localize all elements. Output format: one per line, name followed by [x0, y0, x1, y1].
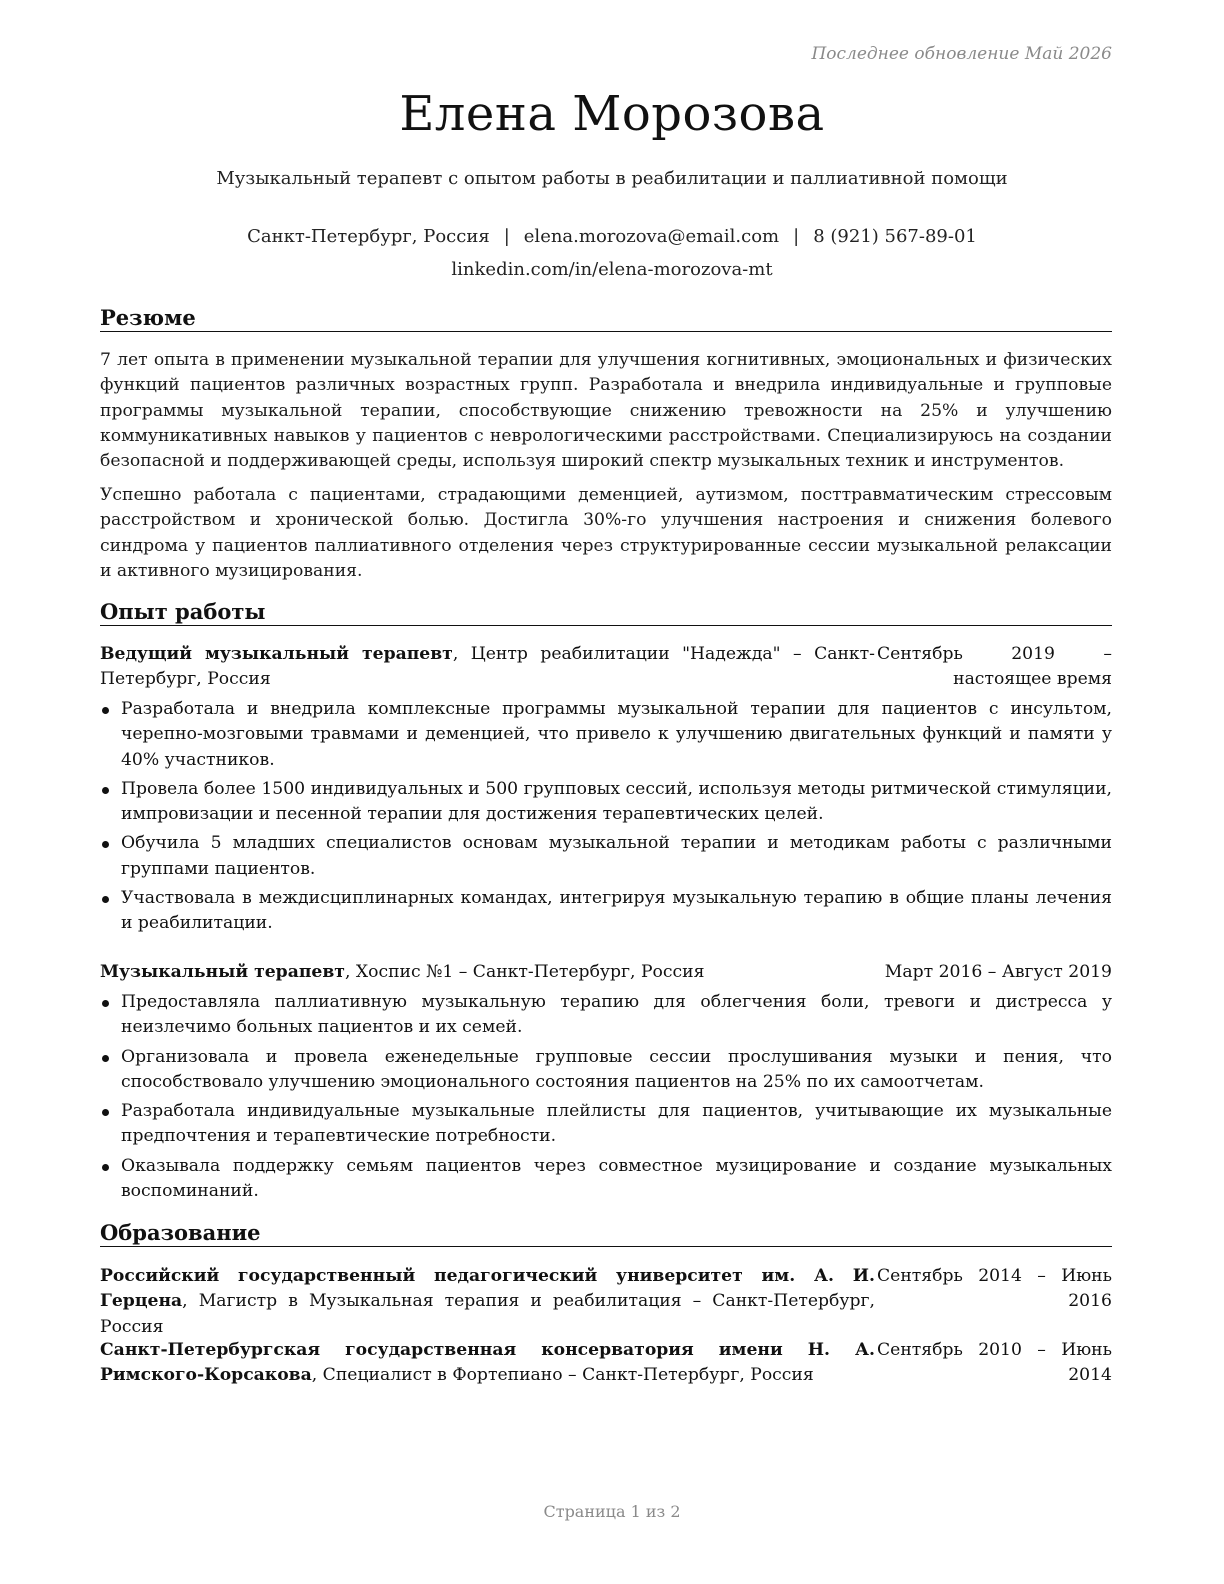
- job-org: , Центр реабилитации "Надежда" – Санкт-Петербург, Россия: [100, 644, 875, 690]
- separator: |: [503, 226, 510, 247]
- degree: , Специалист в Фортепиано – Санкт-Петербург, Россия: [311, 1365, 814, 1386]
- list-item: Обучила 5 младших специалистов основам музыкальной терапии и методикам работы с различными группами пациентов.: [100, 831, 1112, 882]
- separator: |: [793, 226, 800, 247]
- candidate-name: Елена Морозова: [399, 86, 825, 142]
- job-role: Ведущий музыкальный терапевт: [100, 644, 453, 664]
- last-updated: Последнее обновление Май 2026: [811, 44, 1112, 64]
- education-dates: Сентябрь 2010 – Июнь 2014: [877, 1340, 1112, 1386]
- list-item: Разработала индивидуальные музыкальные плейлисты для пациентов, учитывающие их музыкальные предпочтения и терапевтические потребности.: [100, 1099, 1112, 1150]
- job-header-2: [100, 960, 1112, 985]
- job-dates: Март 2016 – Август 2019: [884, 962, 1112, 982]
- list-item: Провела более 1500 индивидуальных и 500 групповых сессий, используя методы ритмической стимуляции, импровизации и песенной терапии для достижения терапевтических целей.: [100, 777, 1112, 828]
- list-item: Участвовала в междисциплинарных командах, интегрируя музыкальную терапию в общие планы лечения и реабилитации.: [100, 886, 1112, 937]
- section-title-experience: Опыт работы: [100, 599, 1112, 626]
- summary-paragraph-1: 7 лет опыта в применении музыкальной терапии для улучшения когнитивных, эмоциональных и физических функций пациентов различных возрастных групп. Разработала и внедрила индивидуальные и групповые программы музыкальной терапии, способствующие снижению тревожности на 25% и улучшению коммуникативных навыков у пациентов с неврологическими расстройствами. Специализируюсь на создании безопасной и поддерживающей среды, используя широкий спектр музыкальных техник и инструментов.: [100, 350, 1112, 472]
- job-bullets-2: [100, 990, 1112, 1208]
- list-item: Организовала и провела еженедельные групповые сессии прослушивания музыки и пения, что способствовало улучшению эмоционального состояния пациентов на 25% по их самоотчетам.: [100, 1045, 1112, 1096]
- linkedin-link[interactable]: linkedin.com/in/elena-morozova-mt: [451, 259, 773, 280]
- contact-info: [0, 220, 1224, 286]
- page-number: Страница 1 из 2: [543, 1502, 681, 1521]
- job-role: Музыкальный терапевт: [100, 962, 345, 982]
- phone: 8 (921) 567-89-01: [813, 226, 977, 247]
- section-title-summary: Резюме: [100, 305, 1112, 332]
- tagline: Музыкальный терапевт с опытом работы в реабилитации и паллиативной помощи: [216, 168, 1008, 189]
- degree: , Магистр в Музыкальная терапия и реабилитация – Санкт-Петербург, Россия: [100, 1291, 875, 1337]
- job-dates: Сентябрь 2019 – настоящее время: [877, 644, 1112, 690]
- summary-paragraph-2: Успешно работала с пациентами, страдающими деменцией, аутизмом, посттравматическим стрессовым расстройством и хронической болью. Достигла 30%-го улучшения настроения и снижения болевого синдрома у пациентов паллиативного отделения через структурированные сессии музыкальной релаксации и активного музицирования.: [100, 485, 1112, 581]
- location: Санкт-Петербург, Россия: [247, 226, 490, 247]
- email-link[interactable]: elena.morozova@email.com: [523, 226, 780, 247]
- list-item: Предоставляла паллиативную музыкальную терапию для облегчения боли, тревоги и дистресса у неизлечимо больных пациентов и их семей.: [100, 990, 1112, 1041]
- education-item-2: [100, 1338, 1112, 1389]
- job-bullets-1: [100, 697, 1112, 941]
- education-dates: Сентябрь 2014 – Июнь 2016: [877, 1266, 1112, 1312]
- list-item: Оказывала поддержку семьям пациентов через совместное музицирование и создание музыкальных воспоминаний.: [100, 1154, 1112, 1205]
- list-item: Разработала и внедрила комплексные программы музыкальной терапии для пациентов с инсультом, черепно-мозговыми травмами и деменцией, что привело к улучшению двигательных функций и памяти у 40% участников.: [100, 697, 1112, 773]
- school-name: Российский государственный педагогический университет им. А. И. Герцена: [100, 1266, 875, 1312]
- school-name: Санкт-Петербургская государственная консерватория имени Н. А. Римского-Корсакова: [100, 1340, 875, 1386]
- job-header-1: [100, 642, 1112, 693]
- job-org: , Хоспис №1 – Санкт-Петербург, Россия: [344, 962, 705, 982]
- section-title-education: Образование: [100, 1220, 1112, 1247]
- education-item-1: [100, 1264, 1112, 1340]
